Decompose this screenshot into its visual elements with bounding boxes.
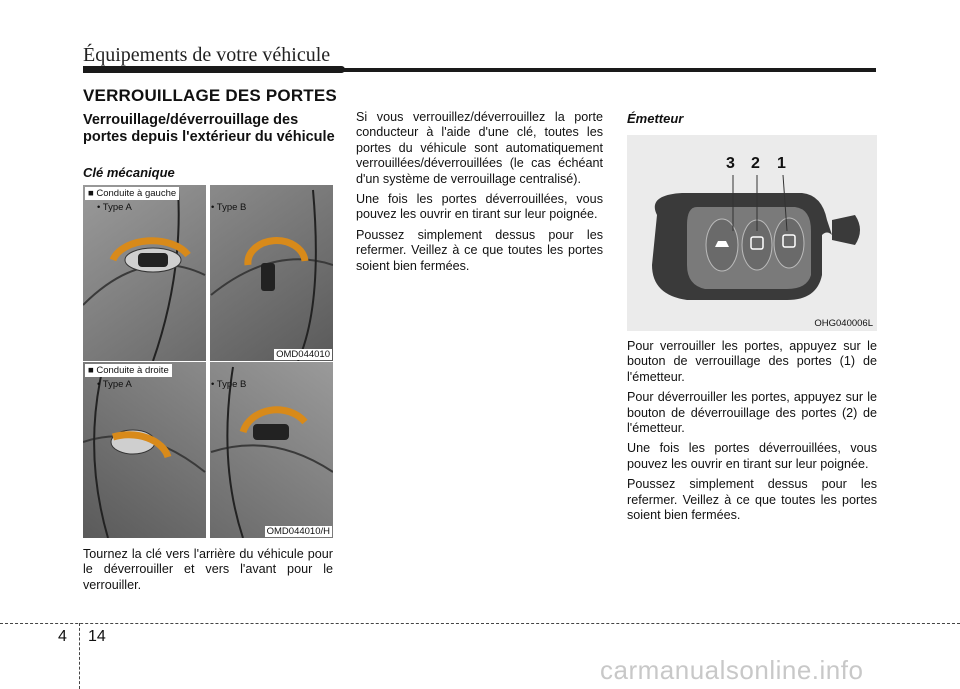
callout-2: 2 [751, 155, 760, 172]
figure-code-rhd: OMD044010/H [266, 526, 330, 537]
page-header-title: Équipements de votre véhicule [83, 44, 331, 66]
figure-remote [627, 135, 877, 331]
figure-caption-lhd: ■ Conduite à gauche [85, 187, 179, 200]
figure-caption-rhd: ■ Conduite à droite [85, 364, 172, 377]
col3-text [627, 339, 877, 528]
header-rule-accent [83, 66, 345, 73]
col3-heading: Émetteur [627, 111, 684, 126]
type-a-label: • Type A [97, 379, 132, 390]
col2-paragraph-3: Poussez simplement dessus pour les refermer. Veillez à ce que toutes les portes soient bien fermées. [356, 227, 603, 273]
watermark: carmanualsonline.info [600, 655, 864, 685]
callout-1: 1 [777, 155, 786, 172]
col1-paragraph [83, 547, 333, 598]
col2-paragraph-1: Si vous verrouillez/déverrouillez la porte conducteur à l'aide d'une clé, toutes les portes du véhicule sont automatiquement verrouillées/déverrouillées (le cas échéant d'un système de verrouillage centralisé). [356, 110, 603, 186]
type-b-label: • Type B [211, 202, 247, 213]
footer-vertical-divider [79, 623, 80, 689]
figure-code-lhd: OMD044010 [276, 349, 330, 360]
page-chapter: 4 [58, 628, 67, 645]
figure-code-remote: OHG040006L [814, 318, 873, 329]
figure-key-lhd [83, 185, 333, 361]
page-number: 14 [88, 628, 106, 645]
callout-3: 3 [726, 155, 735, 172]
col3-paragraph-2: Pour déverrouiller les portes, appuyez sur le bouton de déverrouillage des portes (2) de l'émetteur. [627, 390, 877, 436]
col3-paragraph-3: Une fois les portes déverrouillées, vous pouvez les ouvrir en tirant sur leur poignée. [627, 441, 877, 471]
col3-paragraph-4: Poussez simplement dessus pour les refermer. Veillez à ce que toutes les portes soient bien fermées. [627, 477, 877, 523]
col1-heading: Verrouillage/déverrouillage des portes depuis l'extérieur du véhicule [83, 112, 335, 145]
col2-text [356, 110, 603, 279]
col1-paragraph-text: Tournez la clé vers l'arrière du véhicule pour le déverrouiller et vers l'avant pour le verrouiller. [83, 547, 333, 592]
footer-divider [0, 623, 960, 624]
type-b-label: • Type B [211, 379, 247, 390]
col3-paragraph-1: Pour verrouiller les portes, appuyez sur le bouton de verrouillage des portes (1) de l'émetteur. [627, 339, 877, 384]
figure-key-rhd [83, 362, 333, 538]
section-title: VERROUILLAGE DES PORTES [83, 86, 337, 105]
col1-subheading: Clé mécanique [83, 165, 175, 180]
type-a-label: • Type A [97, 202, 132, 213]
col2-paragraph-2: Une fois les portes déverrouillées, vous pouvez les ouvrir en tirant sur leur poignée. [356, 192, 603, 222]
